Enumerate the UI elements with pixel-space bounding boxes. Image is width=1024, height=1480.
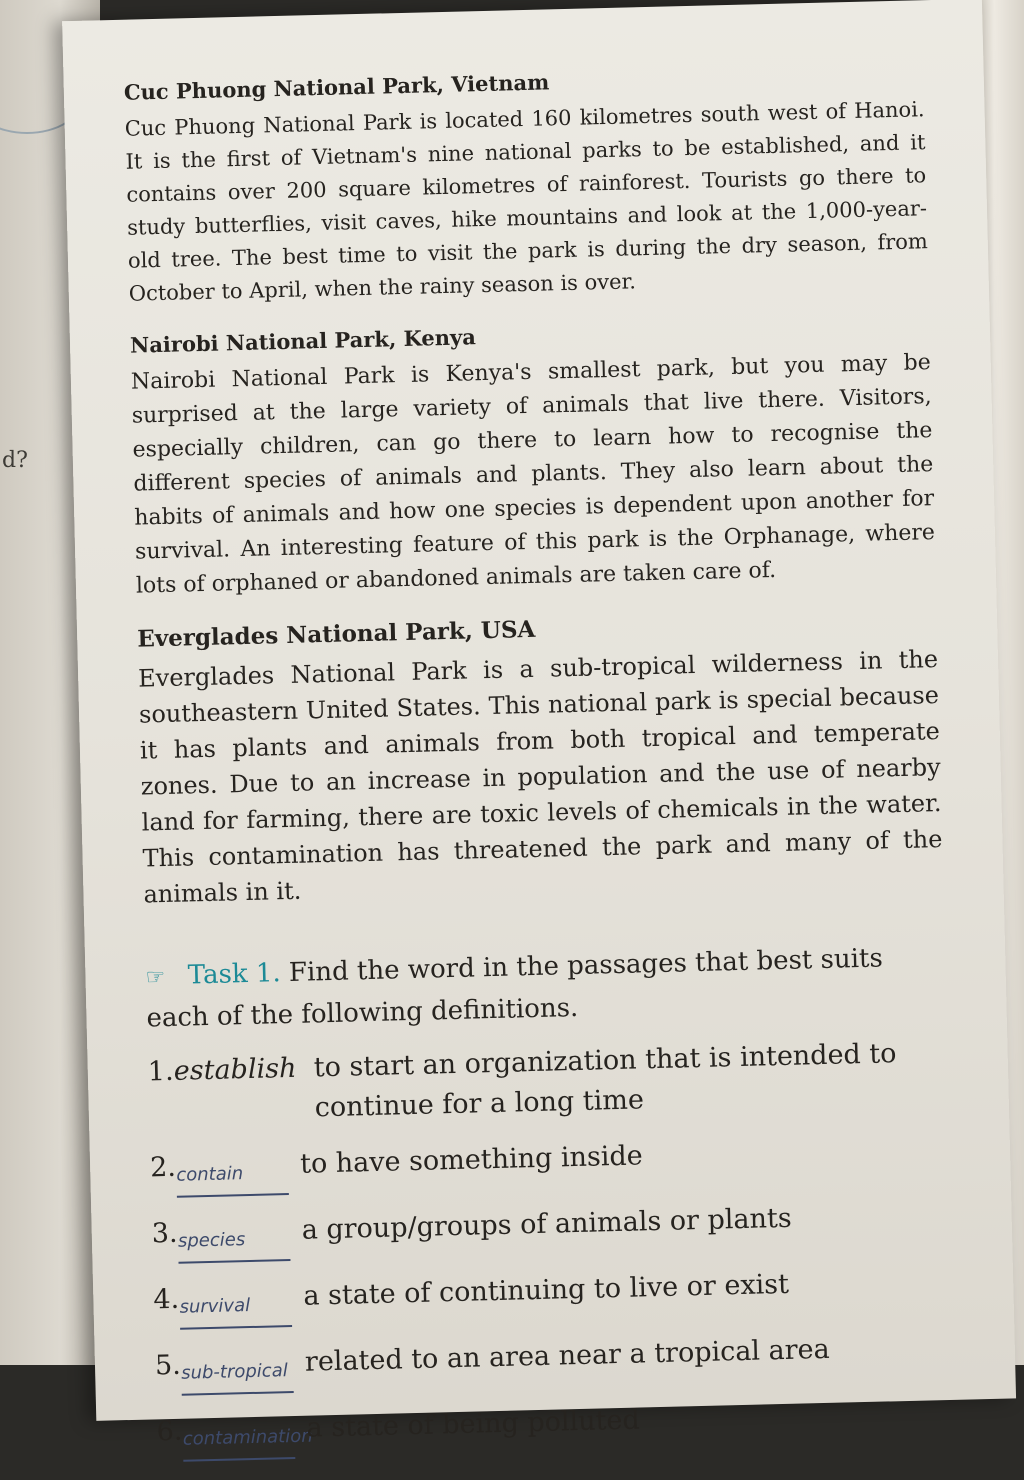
handwritten-answer: survival — [179, 1277, 292, 1330]
item-definition: a state of continuing to live or exist — [302, 1268, 790, 1312]
item-number: 4. — [153, 1283, 180, 1316]
task-block — [145, 937, 957, 1462]
item-answer: establish — [173, 1052, 297, 1087]
task-label: Task 1. — [187, 958, 282, 991]
list-item — [151, 1195, 952, 1265]
section-everglades — [137, 606, 944, 912]
section-cuc-phuong — [124, 60, 929, 310]
section-nairobi — [130, 313, 936, 603]
item-number: 5. — [154, 1349, 182, 1382]
section-paragraph: Nairobi National Park is Kenya's smallest park, but you may be surprised at the large variety of animals that live there. Visitors, especially children, can go there to learn how to recognise the different species of animals and plants. They also learn about the habits of animals and how one species is dependent upon another for survival. An interesting feature of this park is the Orphanage, where lots of orphaned or abandoned animals are taken care of. — [130, 350, 936, 599]
item-number: 6. — [156, 1415, 183, 1448]
handwritten-answer: sub-tropical — [181, 1343, 294, 1396]
section-paragraph: Cuc Phuong National Park is located 160 kilometres south west of Hanoi. It is the first of Vietnam's nine national parks to be established, and it contains over 200 square kilometres of rainforest. Tourists go there to study butterflies, visit caves, hike mountains and look at the 1,000-year-old tree. The best time to visit the park is during the dry season, from October to April, when the rainy season is over. — [124, 97, 929, 306]
item-number: 1. — [147, 1055, 174, 1088]
textbook-page — [62, 0, 1016, 1450]
definition-list — [147, 1033, 957, 1462]
list-item — [153, 1261, 954, 1331]
handwritten-answer: species — [177, 1211, 290, 1264]
item-definition: a state of being polluted — [306, 1404, 641, 1444]
section-heading: Everglades National Park, USA — [136, 615, 536, 653]
list-item — [150, 1129, 951, 1199]
item-definition: related to an area near a tropical area — [304, 1333, 831, 1378]
item-number: 3. — [151, 1217, 178, 1250]
pointing-hand-icon: ☞ — [145, 965, 166, 991]
section-heading: Nairobi National Park, Kenya — [129, 324, 477, 358]
section-paragraph: Everglades National Park is a sub-tropical wilderness in the southeastern United States. This national park is special because it has plants and animals from both tropical and temperate zones. Due to an increase in population and the use of nearby land for farming, there are toxic levels of chemicals in the water. This contamination has threatened the park and many of the animals in it. — [137, 645, 943, 909]
item-number: 2. — [149, 1151, 177, 1184]
list-item — [156, 1393, 957, 1463]
list-item — [155, 1327, 956, 1397]
page-content — [124, 60, 958, 1478]
handwritten-answer: contamination — [182, 1409, 295, 1462]
handwritten-answer: contain — [176, 1145, 289, 1198]
item-definition: to start an organization that is intended to continue for a long time — [313, 1038, 897, 1124]
task-instruction: Find the word in the passages that best suits each of the following definitions. — [146, 943, 884, 1034]
item-definition: to have something inside — [299, 1140, 644, 1180]
list-item — [147, 1033, 949, 1133]
left-page-fragment: d? — [2, 448, 28, 473]
item-definition: a group/groups of animals or plants — [301, 1202, 793, 1246]
section-heading: Cuc Phuong National Park, Vietnam — [123, 69, 550, 105]
